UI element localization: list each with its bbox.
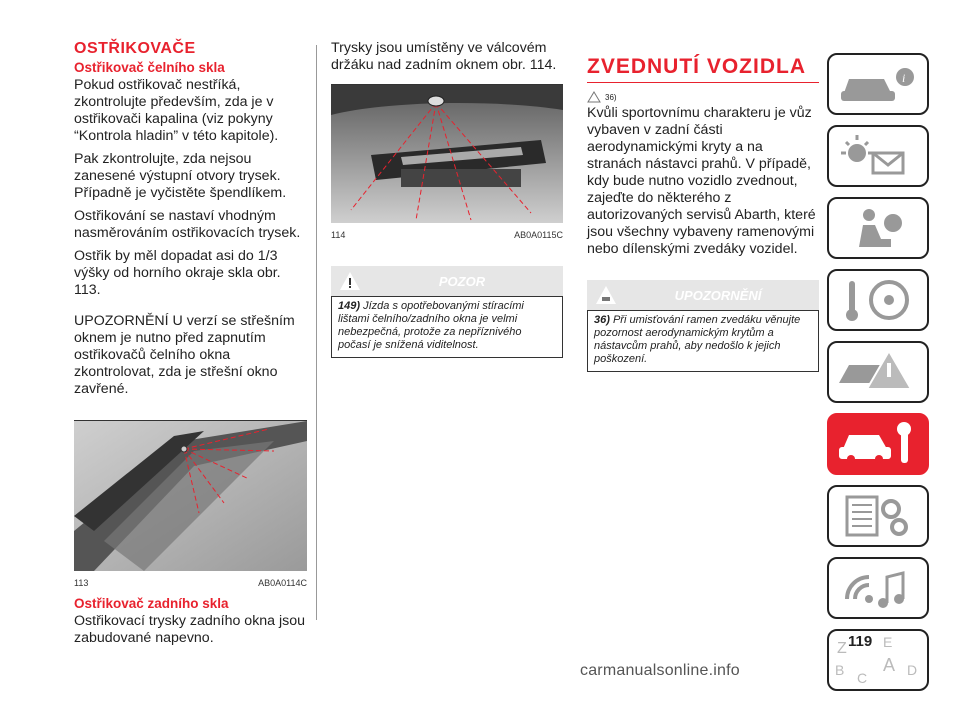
svg-text:i: i [902,71,906,85]
tab-safety[interactable] [827,197,929,259]
caution-block [587,280,819,372]
caution-number: 36) [594,314,610,326]
paragraph: Pak zkontrolujte, zda nejsou zanesené výstupní otvory trysek. Případně je vyčistěte špendlíkem. [74,151,287,201]
column-divider [316,45,317,620]
svg-text:E: E [883,634,893,650]
paragraph: Ostřikování se nastaví vhodným nasměrováním ostřikovacích trysek. [74,208,301,241]
reference-mark [587,91,819,103]
figure-113 [74,420,307,588]
svg-text:C: C [857,670,868,686]
reference-number: 36) [605,92,617,102]
car-wrench-icon [829,415,927,473]
media-music-icon [829,559,927,617]
svg-text:B: B [835,662,845,678]
paragraph: Pokud ostřikovač nestříká, zkontrolujte především, zda je v ostřikovači kapalina (viz pokyny “Kontrola hladin” v této kapitole). [74,77,279,144]
warning-text: Jízda s opotřebovanými stíracími lištami čelního/zadního okna je velmi nebezpečná, protože za nepříznivého počasí je snížená viditelnost. [338,300,524,351]
figure-code: AB0A0115C [514,230,563,240]
rear-washer-title: Ostřikovač zadního skla [74,596,229,611]
tab-dashboard[interactable] [827,53,929,115]
car-crash-warning-icon [829,343,927,401]
tab-lights[interactable] [827,125,929,187]
front-washer-title: Ostřikovač čelního skla [74,60,225,75]
key-steering-icon [829,271,927,329]
caution-text: Při umisťování ramen zvedáku věnujte pozornost aerodynamickým krytům a nástavcům prahů, aby nedošlo k jejich poškození. [594,314,801,365]
tab-starting[interactable] [827,269,929,331]
page-number: 119 [848,633,873,650]
caution-title: UPOZORNĚNÍ [674,287,762,303]
paragraph-note: UPOZORNĚNÍ U verzí se střešním oknem je nutno před zapnutím ostřikovačů čelního okna zkontrolovat, zda je střešní okno zavřené. [74,313,295,397]
warning-triangle-icon [339,271,361,291]
tab-emergency[interactable] [827,341,929,403]
warning-title: POZOR [438,273,486,289]
chapter-sidebar [827,53,931,701]
index-letters-icon [829,631,927,689]
figure-114 [331,84,563,240]
rear-window-nozzle-photo [331,85,563,223]
warning-block [331,266,563,358]
warning-number: 149) [338,300,361,312]
warning-car-icon [587,91,601,103]
tab-specs[interactable] [827,485,929,547]
tab-maintenance[interactable] [827,413,929,475]
lights-mail-icon [829,127,927,185]
chapter-title: ZVEDNUTÍ VOZIDLA [587,55,819,83]
caution-car-icon [595,285,617,305]
warning-text-box [331,296,563,358]
figure-code: AB0A0114C [258,578,307,588]
svg-text:Z: Z [837,640,847,657]
figure-number: 114 [331,230,346,240]
figure-number: 113 [74,578,89,588]
column-2 [331,40,563,358]
windshield-nozzle-photo [74,421,307,571]
caution-header [587,280,819,310]
airbag-seat-icon [829,199,927,257]
paragraph: Kvůli sportovnímu charakteru je vůz vybaven v zadní části aerodynamickými kryty a na stranách nástavci prahů. V případě, kdy bude nutno vozidlo zvednout, zajeďte do některého z autorizovaných servisů Abarth, které jsou všechny vybaveny ramenovými nebo dílenskými zvedáky vozidel. [587,105,816,257]
svg-text:D: D [907,662,918,678]
column-1 [74,40,307,653]
tab-index[interactable] [827,629,929,691]
svg-text:A: A [883,655,896,675]
watermark: carmanualsonline.info [580,662,740,679]
section-title: OSTŘIKOVAČE [74,40,196,57]
paragraph: Trysky jsou umístěny ve válcovém držáku nad zadním oknem obr. 114. [331,40,557,73]
paragraph: Ostřikovací trysky zadního okna jsou zabudované napevno. [74,613,306,646]
column-3 [587,55,819,372]
caution-text-box [587,310,819,372]
dashboard-info-icon [829,55,927,113]
warning-header [331,266,563,296]
specs-gears-icon [829,487,927,545]
paragraph: Ostřik by měl dopadat asi do 1/3 výšky od horního okraje skla obr. 113. [74,248,281,298]
tab-multimedia[interactable] [827,557,929,619]
